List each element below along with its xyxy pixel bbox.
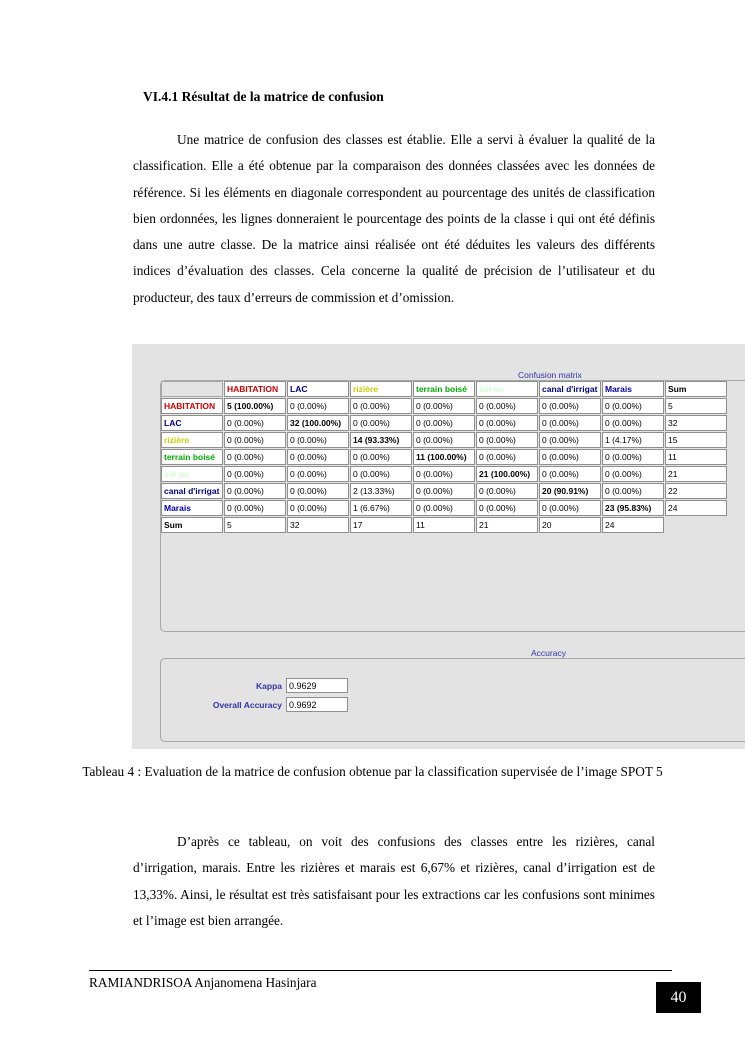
- matrix-cell: 0 (0.00%): [413, 500, 475, 516]
- matrix-cell: 21 (100.00%): [476, 466, 538, 482]
- kappa-label: Kappa: [256, 681, 282, 691]
- matrix-cell: 11 (100.00%): [413, 449, 475, 465]
- row-header: LAC: [161, 415, 223, 431]
- matrix-cell: 0 (0.00%): [413, 398, 475, 414]
- matrix-cell: 11: [665, 449, 727, 465]
- matrix-cell: 0 (0.00%): [539, 432, 601, 448]
- confusion-matrix-table: [160, 380, 728, 534]
- matrix-cell: 14 (93.33%): [350, 432, 412, 448]
- row-header: rizière: [161, 432, 223, 448]
- matrix-cell: 15: [665, 432, 727, 448]
- footer-author: RAMIANDRISOA Anjanomena Hasinjara: [89, 975, 317, 990]
- sum-cell: 24: [602, 517, 664, 533]
- matrix-corner-cell: [161, 381, 223, 397]
- matrix-cell: 22: [665, 483, 727, 499]
- sum-cell: 32: [287, 517, 349, 533]
- matrix-cell: 0 (0.00%): [476, 500, 538, 516]
- matrix-cell: 21: [665, 466, 727, 482]
- matrix-cell: 0 (0.00%): [350, 415, 412, 431]
- matrix-cell: 2 (13.33%): [350, 483, 412, 499]
- matrix-cell: 0 (0.00%): [224, 500, 286, 516]
- column-header: canal d'irrigat: [539, 381, 601, 397]
- confusion-matrix-title: Confusion matrix: [518, 370, 582, 380]
- matrix-cell: 0 (0.00%): [476, 432, 538, 448]
- column-header: Marais: [602, 381, 664, 397]
- analysis-paragraph: [133, 829, 655, 934]
- kappa-field[interactable]: 0.9629: [286, 678, 348, 693]
- matrix-cell: 0 (0.00%): [476, 398, 538, 414]
- column-header: rizière: [350, 381, 412, 397]
- table-caption: Tableau 4 : Evaluation de la matrice de confusion obtenue par la classification supervisée de l’image SPOT 5: [82, 764, 663, 779]
- matrix-cell: 0 (0.00%): [350, 398, 412, 414]
- column-header: terrain boisé: [413, 381, 475, 397]
- section-heading: VI.4.1 Résultat de la matrice de confusion: [143, 89, 384, 104]
- matrix-cell: 0 (0.00%): [602, 483, 664, 499]
- page-number: 40: [656, 982, 701, 1013]
- intro-paragraph: [133, 127, 655, 311]
- row-header: sol nu: [161, 466, 223, 482]
- footer-divider: [89, 970, 672, 971]
- matrix-cell: 0 (0.00%): [287, 398, 349, 414]
- matrix-cell: 0 (0.00%): [350, 449, 412, 465]
- matrix-sum-row: [161, 517, 727, 533]
- matrix-row: [161, 432, 727, 448]
- matrix-cell: 0 (0.00%): [224, 466, 286, 482]
- column-header: LAC: [287, 381, 349, 397]
- matrix-cell: 0 (0.00%): [287, 500, 349, 516]
- confusion-matrix-screenshot: [132, 344, 745, 749]
- matrix-row: [161, 466, 727, 482]
- matrix-cell: 0 (0.00%): [287, 432, 349, 448]
- matrix-cell: 0 (0.00%): [602, 415, 664, 431]
- accuracy-title: Accuracy: [531, 648, 566, 658]
- matrix-cell: 20 (90.91%): [539, 483, 601, 499]
- matrix-cell: 0 (0.00%): [224, 415, 286, 431]
- matrix-cell: 0 (0.00%): [539, 500, 601, 516]
- matrix-cell: 1 (4.17%): [602, 432, 664, 448]
- matrix-cell: 32 (100.00%): [287, 415, 349, 431]
- sum-cell: 11: [413, 517, 475, 533]
- matrix-cell: 0 (0.00%): [350, 466, 412, 482]
- matrix-cell: 0 (0.00%): [476, 449, 538, 465]
- overall-accuracy-field[interactable]: 0.9692: [286, 697, 348, 712]
- column-header: Sum: [665, 381, 727, 397]
- matrix-cell: 0 (0.00%): [413, 483, 475, 499]
- matrix-cell: 0 (0.00%): [413, 466, 475, 482]
- sum-cell: 21: [476, 517, 538, 533]
- row-header: terrain boisé: [161, 449, 223, 465]
- matrix-header-row: [161, 381, 727, 397]
- matrix-cell: 0 (0.00%): [287, 483, 349, 499]
- intro-paragraph-text: Une matrice de confusion des classes est établie. Elle a servi à évaluer la qualité de la classification. Elle a été obtenue par la comparaison des données classées avec les données de référence. Si les éléments en diagonale correspondent au pourcentage des unités de classification bien ordonnées, les lignes donneraient le pourcentage des points de la classe i qui ont été définis dans une autre classe. De la matrice ainsi réalisée ont été déduites les valeurs des différents indices d’évaluation des classes. Cela concerne la qualité de précision de l’utilisateur et du producteur, des taux d’erreurs de commission et d’omission.: [133, 132, 655, 305]
- matrix-cell: 0 (0.00%): [602, 449, 664, 465]
- matrix-cell: 0 (0.00%): [476, 415, 538, 431]
- matrix-row: [161, 500, 727, 516]
- sum-row-header: Sum: [161, 517, 223, 533]
- matrix-row: [161, 483, 727, 499]
- matrix-cell: 1 (6.67%): [350, 500, 412, 516]
- matrix-cell: 0 (0.00%): [539, 398, 601, 414]
- analysis-paragraph-text: D’après ce tableau, on voit des confusions des classes entre les rizières, canal d’irrigation, marais. Entre les rizières et marais est 6,67% et rizières, canal d’irrigation est de 13,33%. Ainsi, le résultat est très satisfaisant pour les extractions car les confusions sont minimes et l’image est bien arrangée.: [133, 834, 655, 928]
- matrix-cell: 0 (0.00%): [539, 415, 601, 431]
- matrix-cell: 0 (0.00%): [539, 449, 601, 465]
- matrix-cell: 0 (0.00%): [413, 432, 475, 448]
- overall-accuracy-label: Overall Accuracy: [212, 700, 282, 710]
- matrix-cell: 0 (0.00%): [287, 466, 349, 482]
- column-header: HABITATION: [224, 381, 286, 397]
- matrix-cell: 23 (95.83%): [602, 500, 664, 516]
- matrix-cell: 0 (0.00%): [602, 398, 664, 414]
- matrix-cell: 0 (0.00%): [224, 449, 286, 465]
- matrix-cell: 0 (0.00%): [476, 483, 538, 499]
- matrix-cell: 0 (0.00%): [539, 466, 601, 482]
- matrix-cell: 5 (100.00%): [224, 398, 286, 414]
- matrix-row: [161, 398, 727, 414]
- matrix-cell: 0 (0.00%): [224, 432, 286, 448]
- matrix-cell: 0 (0.00%): [413, 415, 475, 431]
- row-header: canal d'irrigat: [161, 483, 223, 499]
- sum-cell: 20: [539, 517, 601, 533]
- row-header: HABITATION: [161, 398, 223, 414]
- matrix-cell: 0 (0.00%): [602, 466, 664, 482]
- matrix-cell: 0 (0.00%): [287, 449, 349, 465]
- matrix-cell: 32: [665, 415, 727, 431]
- sum-cell: 17: [350, 517, 412, 533]
- matrix-row: [161, 415, 727, 431]
- matrix-row: [161, 449, 727, 465]
- matrix-cell: 24: [665, 500, 727, 516]
- sum-cell: 5: [224, 517, 286, 533]
- matrix-cell: 5: [665, 398, 727, 414]
- column-header: sol nu: [476, 381, 538, 397]
- matrix-cell: 0 (0.00%): [224, 483, 286, 499]
- row-header: Marais: [161, 500, 223, 516]
